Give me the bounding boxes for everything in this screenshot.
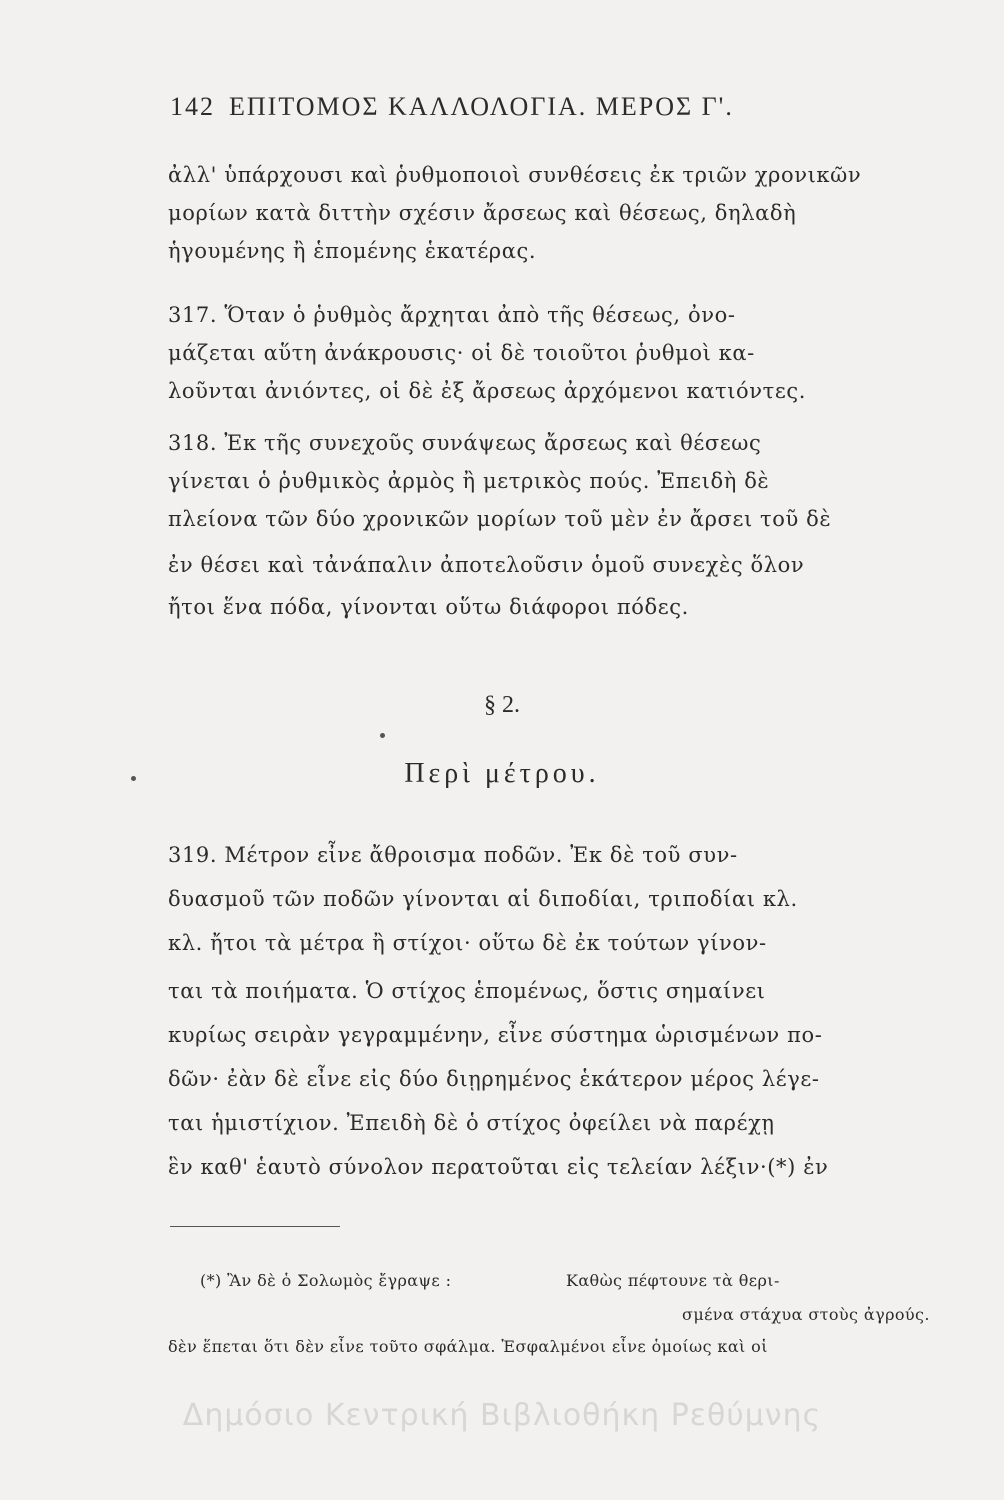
footnote-verse: Καθὼς πέφτουνε τὰ θερι- bbox=[566, 1271, 780, 1290]
text-line: πλείονα τῶν δύο χρονικῶν μορίων τοῦ μὲν ἐν ἄρσει τοῦ δὲ bbox=[168, 507, 832, 531]
text-line: γίνεται ὁ ῥυθμικὸς ἀρμὸς ἢ μετρικὸς πούς. Ἐπειδὴ δὲ bbox=[168, 469, 770, 493]
text-line: ται τὰ ποιήματα. Ὁ στίχος ἑπομένως, ὅστις σημαίνει bbox=[168, 979, 766, 1003]
library-watermark: Δημόσιο Κεντρική Βιβλιοθήκη Ρεθύμνης bbox=[182, 1398, 822, 1433]
text-line: ἓν καθ' ἑαυτὸ σύνολον περατοῦται εἰς τελείαν λέξιν·(*) ἐν bbox=[168, 1155, 829, 1179]
page-header bbox=[170, 92, 734, 122]
text-line: δῶν· ἐὰν δὲ εἶνε εἰς δύο διῃρημένος ἑκάτερον μέρος λέγε- bbox=[168, 1067, 820, 1091]
text-line: ται ἡμιστίχιον. Ἐπειδὴ δὲ ὁ στίχος ὀφείλει νὰ παρέχῃ bbox=[168, 1111, 775, 1135]
text-line: λοῦνται ἀνιόντες, οἱ δὲ ἐξ ἄρσεως ἀρχόμενοι κατιόντες. bbox=[168, 379, 806, 403]
footnote-line: δὲν ἕπεται ὅτι δὲν εἶνε τοῦτο σφάλμα. Ἐσφαλμένοι εἶνε ὁμοίως καὶ οἱ bbox=[168, 1337, 768, 1356]
text-line: κλ. ἤτοι τὰ μέτρα ἢ στίχοι· οὕτω δὲ ἐκ τούτων γίνον- bbox=[168, 931, 767, 955]
ink-speck bbox=[380, 733, 385, 738]
text-line: 319. Μέτρον εἶνε ἄθροισμα ποδῶν. Ἐκ δὲ τοῦ συν- bbox=[168, 843, 738, 867]
text-line: μάζεται αὕτη ἀνάκρουσις· οἱ δὲ τοιοῦτοι ῥυθμοὶ κα- bbox=[168, 341, 755, 365]
text-line: δυασμοῦ τῶν ποδῶν γίνονται αἱ διποδίαι, τριποδίαι κλ. bbox=[168, 887, 798, 911]
text-line: κυρίως σειρὰν γεγραμμένην, εἶνε σύστημα ὡρισμένων πο- bbox=[168, 1023, 823, 1047]
text-line: ἀλλ' ὑπάρχουσι καὶ ῥυθμοποιοὶ συνθέσεις ἐκ τριῶν χρονικῶν bbox=[168, 163, 862, 187]
text-line: ἐν θέσει καὶ τἀνάπαλιν ἀποτελοῦσιν ὁμοῦ συνεχὲς ὅλον bbox=[168, 553, 805, 577]
page-number: 142 bbox=[170, 92, 215, 121]
footnote-verse: σμένα στάχυα στοὺς ἀγρούς. bbox=[682, 1305, 930, 1324]
text-line: ἤτοι ἕνα πόδα, γίνονται οὕτω διάφοροι πόδες. bbox=[168, 595, 689, 619]
section-title: Περὶ μέτρου. bbox=[404, 758, 600, 789]
text-line: 318. Ἐκ τῆς συνεχοῦς συνάψεως ἄρσεως καὶ θέσεως bbox=[168, 431, 762, 455]
footnote-line: (*) Ἂν δὲ ὁ Σολωμὸς ἔγραψε : bbox=[200, 1271, 452, 1290]
text-line: ἡγουμένης ἢ ἑπομένης ἑκατέρας. bbox=[168, 239, 537, 263]
text-line: 317. Ὅταν ὁ ῥυθμὸς ἄρχηται ἀπὸ τῆς θέσεως, ὀνο- bbox=[168, 303, 736, 327]
footnote-rule bbox=[170, 1226, 340, 1227]
text-line: μορίων κατὰ διττὴν σχέσιν ἄρσεως καὶ θέσεως, δηλαδὴ bbox=[168, 201, 797, 225]
section-mark: § 2. bbox=[484, 692, 520, 718]
running-title: ΕΠΙΤΟΜΟΣ ΚΑΛΛΟΛΟΓΙΑ. ΜΕΡΟΣ Γ'. bbox=[229, 92, 734, 121]
